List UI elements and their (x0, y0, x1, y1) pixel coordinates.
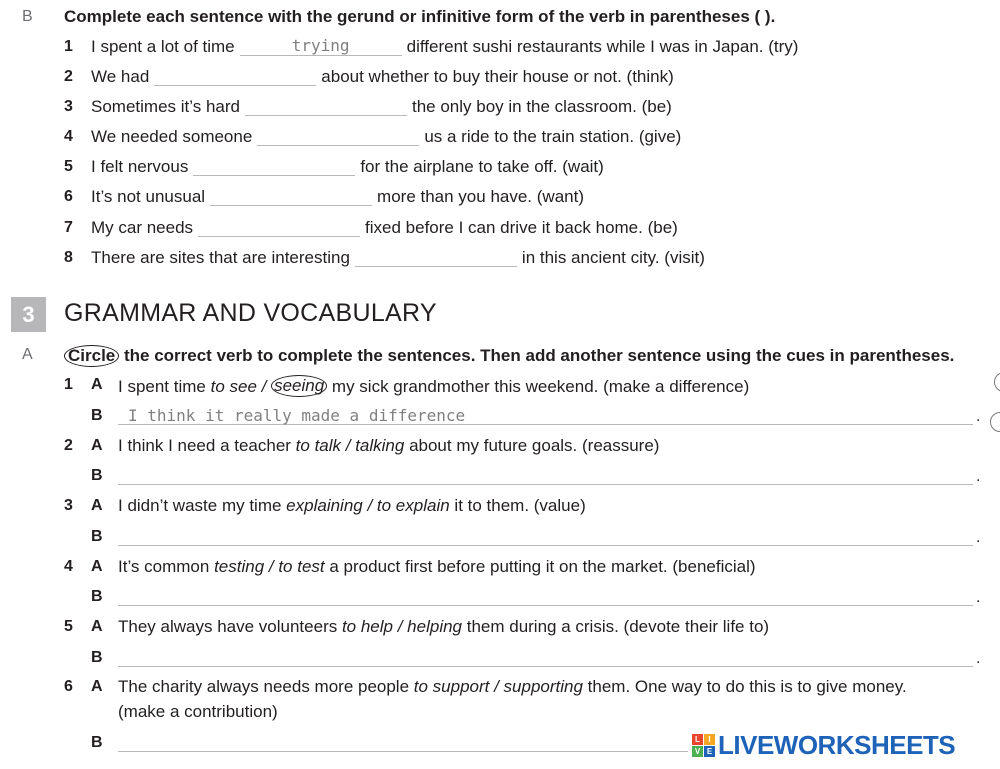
sentence-start: We had (91, 67, 150, 86)
sentence-start: They always have volunteers (118, 617, 342, 636)
answer-blank[interactable] (154, 67, 316, 86)
item-number: 6 (64, 678, 73, 695)
speaker-a-sentence (118, 557, 756, 577)
item-number: 4 (64, 128, 73, 145)
verb-option[interactable]: helping (407, 617, 462, 636)
answer-blank[interactable] (193, 157, 355, 176)
sentence-end: about whether to buy their house or not. (think) (321, 67, 674, 86)
sentence-start: There are sites that are interesting (91, 248, 350, 267)
speaker-a-sentence (118, 436, 659, 456)
sentence-row (91, 97, 672, 117)
sentence-start: I felt nervous (91, 157, 189, 176)
verb-option[interactable]: talking (355, 436, 405, 455)
answer-blank[interactable] (210, 187, 372, 206)
speaker-a-label: A (91, 678, 103, 695)
sentence-start: Sometimes it’s hard (91, 97, 240, 116)
sentence-end: them. One way to do this is to give money. (582, 677, 907, 696)
logo-tile: E (704, 746, 715, 757)
answer-text: trying (291, 36, 350, 55)
part-a-instruction-text: the correct verb to complete the sentences. Then add another sentence using the cues in parentheses. (123, 346, 955, 365)
end-period: . (976, 589, 981, 606)
logo-tile: L (692, 734, 703, 745)
speaker-b-label: B (91, 588, 103, 605)
speaker-a-sentence (118, 496, 586, 516)
speaker-a-label: A (91, 558, 103, 575)
speaker-a-sentence (118, 677, 907, 697)
sentence-end: it to them. (value) (449, 496, 586, 515)
option-separator: / (264, 557, 279, 576)
response-line[interactable] (118, 666, 973, 667)
sentence-row (91, 67, 674, 87)
logo-tiles (692, 734, 715, 757)
sentence-start: We needed someone (91, 127, 253, 146)
sentence-end: us a ride to the train station. (give) (424, 127, 682, 146)
part-a-instruction (64, 345, 954, 367)
sentence-start: My car needs (91, 218, 194, 237)
option-separator: / (393, 617, 408, 636)
end-period: . (976, 468, 981, 485)
response-line[interactable] (118, 751, 688, 752)
edge-arrow-icon (990, 412, 1000, 432)
speaker-b-label: B (91, 734, 103, 751)
end-period: . (976, 650, 981, 667)
sentence-row (91, 248, 705, 268)
item-number: 6 (64, 188, 73, 205)
sentence-end: a product first before putting it on the market. (beneficial) (324, 557, 756, 576)
edge-circle-icon (994, 372, 1000, 392)
sentence-start: It’s common (118, 557, 215, 576)
item-number: 4 (64, 558, 73, 575)
item-number: 5 (64, 158, 73, 175)
part-b-instruction: Complete each sentence with the gerund or infinitive form of the verb in parentheses ( ). (64, 7, 776, 26)
verb-option[interactable]: to explain (376, 496, 450, 515)
sentence-end: about my future goals. (reassure) (404, 436, 660, 455)
item-number: 8 (64, 249, 73, 266)
speaker-b-label: B (91, 407, 103, 424)
answer-blank[interactable] (245, 97, 407, 116)
speaker-a-label: A (91, 376, 103, 393)
speaker-a-label: A (91, 437, 103, 454)
item-number: 1 (64, 376, 73, 393)
verb-option-circled[interactable]: seeing (271, 375, 327, 397)
answer-blank[interactable] (257, 127, 419, 146)
response-line[interactable] (118, 545, 973, 546)
logo-tile: V (692, 746, 703, 757)
sentence-start: The charity always needs more people (118, 677, 414, 696)
sentence-start: I spent a lot of time (91, 37, 235, 56)
speaker-a-sentence (118, 375, 749, 397)
sentence-continuation: (make a contribution) (118, 702, 278, 721)
option-separator: / (362, 496, 377, 515)
speaker-b-label: B (91, 649, 103, 666)
sentence-start: I think I need a teacher (118, 436, 296, 455)
response-answer-text: I think it really made a difference (128, 406, 466, 425)
answer-blank[interactable] (240, 37, 402, 56)
item-number: 1 (64, 38, 73, 55)
sentence-end: my sick grandmother this weekend. (make a difference) (327, 377, 750, 396)
speaker-a-label: A (91, 618, 103, 635)
sentence-start: I didn’t waste my time (118, 496, 287, 515)
speaker-b-label: B (91, 528, 103, 545)
speaker-a-sentence (118, 617, 769, 637)
end-period: . (976, 529, 981, 546)
response-line[interactable] (118, 605, 973, 606)
part-a-letter: A (22, 346, 33, 363)
verb-option[interactable]: supporting (503, 677, 583, 696)
sentence-row (91, 37, 798, 57)
option-separator: / (341, 436, 356, 455)
option-separator: / (489, 677, 504, 696)
sentence-row (91, 157, 604, 177)
item-number: 7 (64, 219, 73, 236)
answer-blank[interactable] (355, 248, 517, 267)
logo-tile: I (704, 734, 715, 745)
sentence-end: in this ancient city. (visit) (521, 248, 705, 267)
sentence-end: for the airplane to take off. (wait) (360, 157, 604, 176)
liveworksheets-logo (692, 730, 955, 761)
sentence-end: different sushi restaurants while I was in Japan. (try) (406, 37, 799, 56)
sentence-row (91, 127, 681, 147)
section-title: GRAMMAR AND VOCABULARY (64, 299, 437, 327)
item-number: 2 (64, 68, 73, 85)
answer-blank[interactable] (198, 218, 360, 237)
verb-option[interactable]: explaining (286, 496, 363, 515)
sentence-end: fixed before I can drive it back home. (be) (365, 218, 678, 237)
response-line[interactable] (118, 484, 973, 485)
end-period: . (976, 408, 981, 425)
speaker-b-label: B (91, 467, 103, 484)
speaker-a-label: A (91, 497, 103, 514)
item-number: 3 (64, 497, 73, 514)
sentence-end: more than you have. (want) (377, 187, 584, 206)
sentence-end: the only boy in the classroom. (be) (411, 97, 672, 116)
verb-option[interactable]: to help (341, 617, 393, 636)
item-number: 5 (64, 618, 73, 635)
verb-option[interactable]: testing (214, 557, 265, 576)
sentence-end: them during a crisis. (devote their life to) (462, 617, 770, 636)
circle-keyword: Circle (64, 345, 119, 367)
sentence-row (91, 218, 678, 238)
item-number: 2 (64, 437, 73, 454)
sentence-start: I spent time (118, 377, 211, 396)
sentence-row (91, 187, 584, 207)
option-separator: / (256, 377, 272, 396)
part-b-letter: B (22, 8, 33, 25)
verb-option[interactable]: to test (278, 557, 325, 576)
item-number: 3 (64, 98, 73, 115)
verb-option[interactable]: to see (210, 377, 257, 396)
logo-text: LIVEWORKSHEETS (718, 730, 956, 760)
section-number-badge: 3 (11, 297, 46, 332)
verb-option[interactable]: to talk (295, 436, 342, 455)
sentence-start: It’s not unusual (91, 187, 206, 206)
verb-option[interactable]: to support (413, 677, 490, 696)
